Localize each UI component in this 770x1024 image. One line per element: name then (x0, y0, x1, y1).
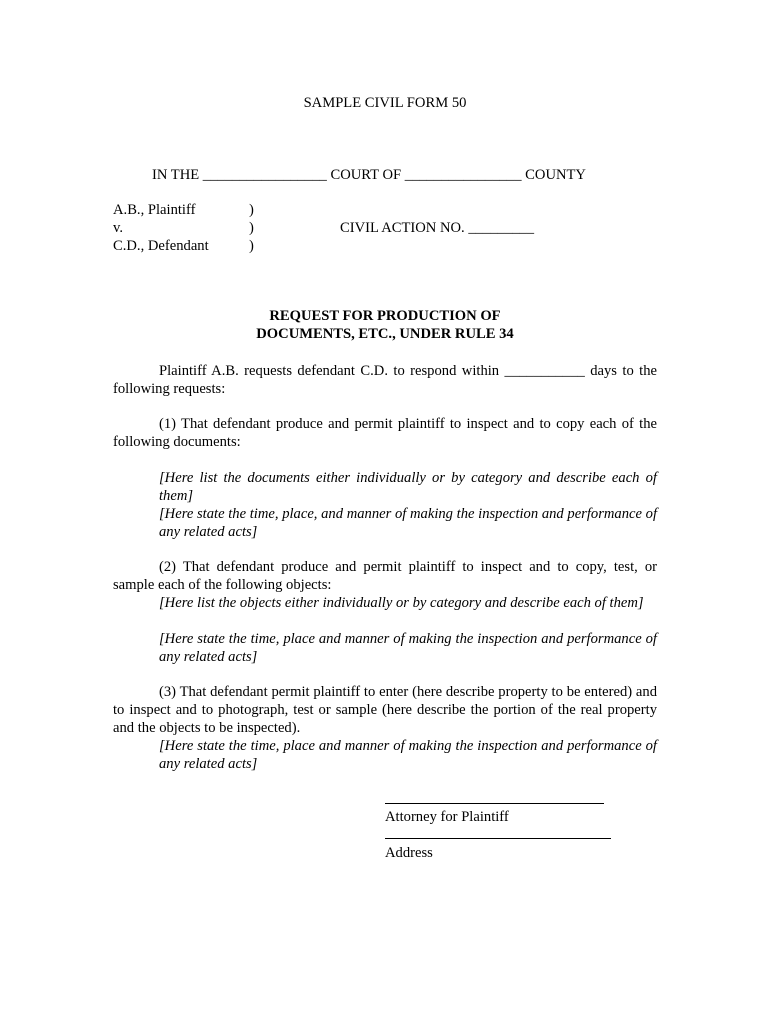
caption-row (113, 201, 613, 219)
caption-paren: ) (249, 202, 254, 218)
request-3-paragraph: (3) That defendant permit plaintiff to enter (here describe property to be entered) and to inspect and to photograph, test or sample (here describe the portion of the real property and the objects to be inspected). (113, 684, 657, 736)
request-1-instruction-documents: [Here list the documents either individually or by category and describe each of them] (159, 470, 657, 504)
request-1-instruction-time: [Here state the time, place, and manner of making the inspection and performance of any related acts] (159, 506, 657, 540)
caption-versus: v. (113, 220, 123, 236)
request-2-instruction-time: [Here state the time, place and manner of making the inspection and performance of any related acts] (159, 631, 657, 665)
court-line: IN THE _________________ COURT OF ________________ COUNTY (152, 167, 586, 183)
request-2-paragraph: (2) That defendant produce and permit plaintiff to inspect and to copy, test, or sample each of the following objects: (113, 559, 657, 593)
request-1-paragraph: (1) That defendant produce and permit plaintiff to inspect and to copy each of the following documents: (113, 416, 657, 450)
form-title: SAMPLE CIVIL FORM 50 (303, 95, 467, 111)
caption-plaintiff: A.B., Plaintiff (113, 202, 196, 218)
request-2-instruction-objects: [Here list the objects either individually or by category and describe each of them] (159, 595, 644, 611)
attorney-signature-line (385, 803, 604, 804)
intro-paragraph: Plaintiff A.B. requests defendant C.D. to respond within ___________ days to the following requests: (113, 363, 657, 397)
civil-action-number: CIVIL ACTION NO. _________ (340, 220, 535, 236)
attorney-label: Attorney for Plaintiff (385, 809, 509, 825)
address-line (385, 838, 611, 839)
request-3-instruction-time: [Here state the time, place and manner of making the inspection and performance of any related acts] (159, 738, 657, 772)
address-label: Address (385, 845, 433, 861)
caption-defendant: C.D., Defendant (113, 238, 209, 254)
document-heading (0, 307, 770, 343)
caption-row (113, 237, 613, 255)
caption-paren: ) (249, 238, 254, 254)
caption-paren: ) (249, 220, 254, 236)
heading-line-1: REQUEST FOR PRODUCTION OF (269, 308, 501, 324)
heading-line-2: DOCUMENTS, ETC., UNDER RULE 34 (256, 326, 514, 342)
